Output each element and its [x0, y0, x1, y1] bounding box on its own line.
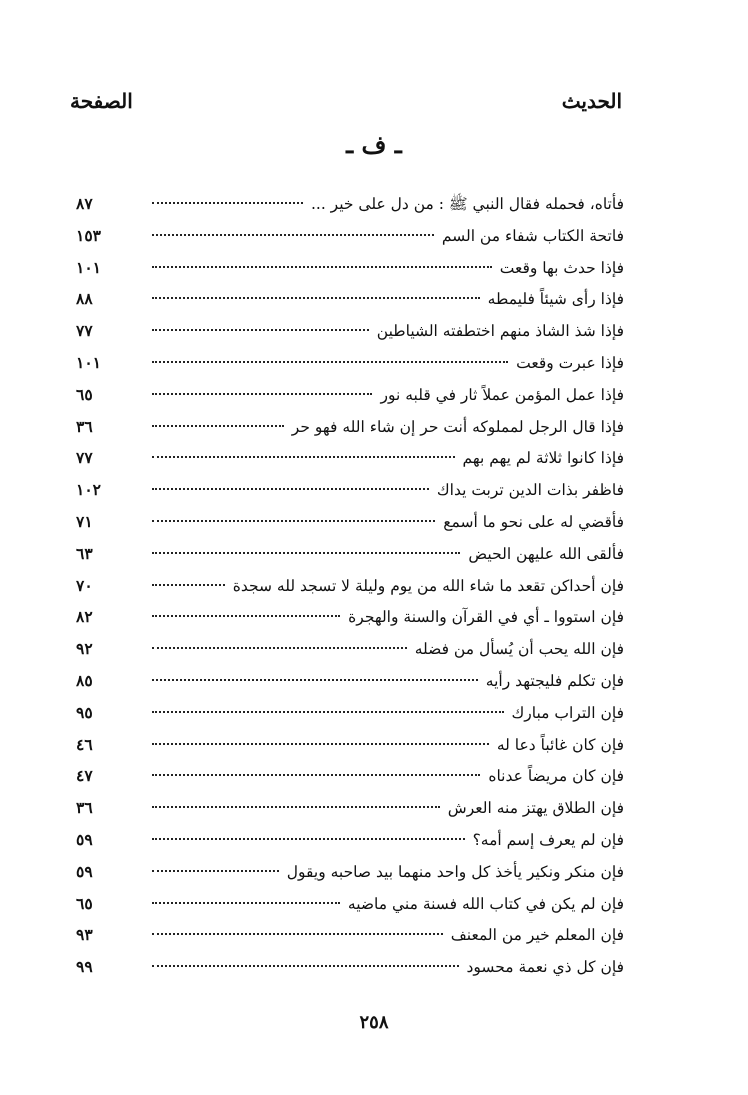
- dot-leader: [152, 297, 480, 299]
- dot-leader: [152, 743, 489, 745]
- page-reference: ٩٣: [76, 925, 93, 945]
- hadith-text: فإن منكر ونكير يأخذ كل واحد منهما بيد صاحبه ويقول: [286, 862, 624, 881]
- index-entry: [76, 826, 624, 858]
- hadith-text: فإن لم يعرف إسم أمه؟: [472, 830, 624, 849]
- page-reference: ١٥٣: [76, 225, 101, 245]
- hadith-text: فاظفر بذات الدين تربت يداك: [436, 481, 624, 500]
- hadith-column-title: الحديث: [561, 89, 622, 113]
- dot-leader: [152, 552, 460, 554]
- index-entry: [76, 858, 624, 890]
- hadith-text: فإن المعلم خير من المعنف: [450, 926, 624, 945]
- page-column-title: الصفحة: [70, 89, 133, 113]
- page-reference: ٨٢: [76, 607, 93, 627]
- page-reference: ٧٧: [76, 448, 93, 468]
- dot-leader: [152, 838, 465, 840]
- hadith-text: فإذا قال الرجل لمملوكه أنت حر إن شاء الله فهو حر: [291, 417, 624, 436]
- hadith-text: فإذا كانوا ثلاثة لم يهم بهم: [462, 449, 624, 468]
- dot-leader: [152, 870, 279, 872]
- hadith-text: فإن الطلاق يهتز منه العرش: [447, 799, 624, 818]
- hadith-text: فأقضي له على نحو ما أسمع: [443, 512, 624, 531]
- hadith-text: فإن كان مريضاً عدناه: [488, 767, 624, 786]
- column-header: [70, 86, 622, 116]
- hadith-text: فإذا شذ الشاذ منهم اختطفته الشياطين: [376, 322, 624, 341]
- page-reference: ١٠٢: [76, 480, 101, 500]
- hadith-text: فإن الله يحب أن يُسأل من فضله: [414, 640, 624, 659]
- dot-leader: [152, 488, 429, 490]
- index-entry: [76, 699, 624, 731]
- page-reference: ٦٥: [76, 384, 93, 404]
- dot-leader: [152, 806, 440, 808]
- dot-leader: [152, 774, 480, 776]
- dot-leader: [152, 202, 303, 204]
- page-reference: ٧٧: [76, 321, 93, 341]
- hadith-index-list: [76, 190, 624, 985]
- index-entry: [76, 349, 624, 381]
- index-entry: [76, 603, 624, 635]
- hadith-text: فإن تكلم فليجتهد رأيه: [485, 671, 624, 690]
- hadith-text: فإذا عبرت وقعت: [516, 353, 624, 372]
- dot-leader: [152, 679, 478, 681]
- index-entry: [76, 222, 624, 254]
- page-reference: ٦٥: [76, 893, 93, 913]
- index-entry: [76, 921, 624, 953]
- index-entry: [76, 890, 624, 922]
- dot-leader: [152, 647, 407, 649]
- hadith-text: فإن لم يكن في كتاب الله فسنة مني ماضيه: [347, 894, 624, 913]
- index-entry: [76, 381, 624, 413]
- page-reference: ١٠١: [76, 257, 101, 277]
- page-reference: ٧٠: [76, 575, 93, 595]
- index-entry: [76, 190, 624, 222]
- page-reference: ٤٧: [76, 766, 93, 786]
- page-reference: ٧١: [76, 511, 93, 531]
- section-letter-heading: ـ ف ـ: [346, 130, 402, 159]
- page-reference: ٥٩: [76, 861, 93, 881]
- dot-leader: [152, 393, 372, 395]
- hadith-text: فإذا رأى شيئاً فليمطه: [487, 290, 624, 309]
- dot-leader: [152, 933, 443, 935]
- hadith-text: فإذا عمل المؤمن عملاً ثار في قلبه نور: [380, 385, 624, 404]
- page-reference: ١٠١: [76, 352, 101, 372]
- hadith-text: فأتاه، فحمله فقال النبي ﷺ : من دل على خير ...: [310, 195, 624, 213]
- index-entry: [76, 667, 624, 699]
- hadith-text: فإن استووا ـ أي في القرآن والسنة والهجرة: [348, 608, 624, 627]
- page-reference: ٣٦: [76, 798, 93, 818]
- page-reference: ٩٢: [76, 639, 93, 659]
- page-reference: ٨٨: [76, 289, 93, 309]
- hadith-text: فإن كل ذي نعمة محسود: [466, 958, 624, 977]
- dot-leader: [152, 615, 340, 617]
- index-entry: [76, 508, 624, 540]
- dot-leader: [152, 902, 340, 904]
- index-entry: [76, 572, 624, 604]
- dot-leader: [152, 711, 504, 713]
- index-entry: [76, 794, 624, 826]
- index-entry: [76, 762, 624, 794]
- index-entry: [76, 476, 624, 508]
- page-reference: ٤٦: [76, 734, 93, 754]
- dot-leader: [152, 520, 435, 522]
- page-reference: ٨٥: [76, 670, 93, 690]
- hadith-text: فإن كان غائباً دعا له: [496, 735, 624, 754]
- dot-leader: [152, 266, 492, 268]
- index-entry: [76, 285, 624, 317]
- index-entry: [76, 953, 624, 985]
- index-entry: [76, 254, 624, 286]
- page-reference: ٦٣: [76, 543, 93, 563]
- hadith-text: فألقى الله عليهن الحيض: [468, 544, 624, 563]
- dot-leader: [152, 329, 369, 331]
- hadith-text: فإن التراب مبارك: [511, 703, 624, 722]
- dot-leader: [152, 965, 459, 967]
- page-reference: ٩٥: [76, 702, 93, 722]
- page-reference: ٩٩: [76, 957, 93, 977]
- hadith-text: فإذا حدث بها وقعت: [499, 258, 624, 277]
- dot-leader: [152, 584, 225, 586]
- page-reference: ٨٧: [76, 194, 93, 213]
- dot-leader: [152, 234, 434, 236]
- page-number: ٢٥٨: [359, 1012, 389, 1033]
- hadith-text: فإن أحداكن تقعد ما شاء الله من يوم وليلة لا تسجد لله سجدة: [232, 576, 624, 595]
- index-entry: [76, 731, 624, 763]
- dot-leader: [152, 456, 455, 458]
- index-entry: [76, 540, 624, 572]
- index-entry: [76, 413, 624, 445]
- dot-leader: [152, 361, 508, 363]
- index-entry: [76, 444, 624, 476]
- dot-leader: [152, 425, 284, 427]
- index-entry: [76, 317, 624, 349]
- page-reference: ٣٦: [76, 416, 93, 436]
- index-entry: [76, 635, 624, 667]
- hadith-text: فاتحة الكتاب شفاء من السم: [441, 226, 624, 245]
- page-reference: ٥٩: [76, 829, 93, 849]
